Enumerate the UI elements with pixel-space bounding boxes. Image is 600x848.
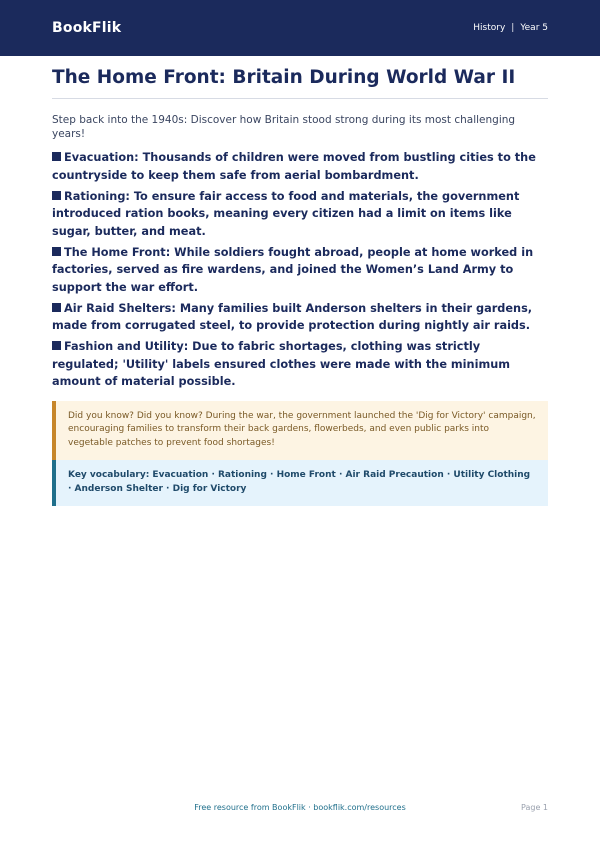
- square-bullet-icon: [52, 341, 61, 350]
- fact-text: Rationing: To ensure fair access to food and materials, the government introduced ration books, meaning every citizen had a limit on items like sugar, butter, and meat.: [52, 189, 520, 238]
- fact-text: Evacuation: Thousands of children were moved from bustling cities to the countryside to keep them safe from aerial bombardment.: [52, 151, 536, 182]
- subject-label: History: [473, 23, 506, 33]
- fact-item-rationing: [52, 188, 548, 241]
- page-number: Page 1: [521, 803, 548, 812]
- fact-item-air-raid-shelters: [52, 300, 548, 335]
- key-vocabulary-box: Key vocabulary: Evacuation · Rationing · Home Front · Air Raid Precaution · Utility Clothing · Anderson Shelter · Dig for Victory: [52, 460, 548, 506]
- did-you-know-callout: Did you know? Did you know? During the war, the government launched the 'Dig for Victory' campaign, encouraging families to transform their back gardens, flowerbeds, and even public parks into vegetable patches to prevent food shortages!: [52, 401, 548, 461]
- square-bullet-icon: [52, 303, 61, 312]
- brand-logo-text[interactable]: BookFlik: [52, 20, 122, 36]
- fact-item-evacuation: [52, 149, 548, 184]
- fact-list: [52, 149, 548, 391]
- footer-resource-link[interactable]: Free resource from BookFlik · bookflik.com/resources: [194, 803, 406, 812]
- top-header-bar: [0, 0, 600, 56]
- year-label: Year 5: [520, 23, 548, 33]
- header-meta: [473, 23, 548, 33]
- meta-separator: |: [511, 23, 515, 33]
- fact-item-fashion-utility: [52, 338, 548, 391]
- page-title: The Home Front: Britain During World War II: [52, 66, 548, 99]
- fact-text: Fashion and Utility: Due to fabric shortages, clothing was strictly regulated; 'Utility' labels ensured clothes were made with the minimum amount of material possible.: [52, 340, 511, 388]
- fact-item-home-front: [52, 244, 548, 297]
- fact-text: Air Raid Shelters: Many families built Anderson shelters in their gardens, made from corrugated steel, to provide protection during nightly air raids.: [52, 301, 533, 332]
- worksheet-content: [52, 66, 548, 506]
- fact-text: The Home Front: While soldiers fought abroad, people at home worked in factories, served as fire wardens, and joined the Women’s Land Army to support the war effort.: [52, 245, 534, 294]
- square-bullet-icon: [52, 152, 61, 161]
- square-bullet-icon: [52, 247, 61, 256]
- square-bullet-icon: [52, 191, 61, 200]
- intro-text: Step back into the 1940s: Discover how Britain stood strong during its most challenging years!: [52, 114, 516, 140]
